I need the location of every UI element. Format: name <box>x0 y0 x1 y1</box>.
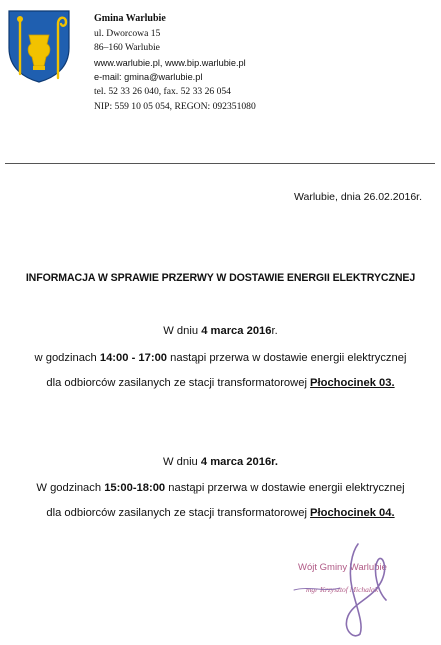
stamp-name: mgr Krzysztof Michalak <box>306 585 379 594</box>
notice2-date: 4 marca 2016r. <box>200 456 279 468</box>
notice1-day-prefix: W dniu <box>163 325 202 337</box>
handwritten-signature-icon <box>282 540 412 640</box>
notice1-recipients: dla odbiorców zasilanych ze stacji transformatorowej <box>46 377 311 389</box>
phone-fax: tel. 52 33 26 040, fax. 52 33 26 054 <box>94 85 231 97</box>
letterhead <box>94 12 256 114</box>
notice1-station-line <box>0 377 441 389</box>
place-date: Warlubie, dnia 26.02.2016r. <box>293 191 422 203</box>
street-address: ul. Dworcowa 15 <box>94 27 161 39</box>
notice1-date-line <box>0 325 441 337</box>
websites: www.warlubie.pl, www.bip.warlubie.pl <box>94 57 246 68</box>
stamp-title: Wójt Gminy Warlubie <box>298 562 387 573</box>
header-divider <box>5 163 435 164</box>
notice1-date: 4 marca 2016 <box>201 325 272 337</box>
municipality-name: Gmina Warlubie <box>94 13 166 24</box>
notice1-hours-prefix: w godzinach <box>34 352 100 364</box>
notice2-recipients: dla odbiorców zasilanych ze stacji transformatorowej <box>46 507 311 519</box>
notice2-date-line <box>0 456 441 468</box>
notice2-station-line <box>0 507 441 519</box>
notice2-hours-prefix: W godzinach <box>36 482 105 494</box>
notice2-hours-line <box>0 482 441 494</box>
notice1-hours: 14:00 - 17:00 <box>99 352 168 364</box>
postal-city: 86–160 Warlubie <box>94 42 160 54</box>
notice2-station: Płochocinek 04. <box>310 507 395 519</box>
nip-regon: NIP: 559 10 05 054, REGON: 092351080 <box>94 100 256 112</box>
notice1-hours-suffix: nastąpi przerwa w dostawie energii elektrycznej <box>167 352 407 364</box>
notice2-hours: 15:00-18:00 <box>104 482 166 494</box>
notice1-station: Płochocinek 03. <box>310 377 395 389</box>
notice1-hours-line <box>0 352 441 364</box>
document-title: INFORMACJA W SPRAWIE PRZERWY W DOSTAWIE ENERGII ELEKTRYCZNEJ <box>25 272 416 284</box>
notice2-hours-suffix: nastąpi przerwa w dostawie energii elektrycznej <box>165 482 405 494</box>
email: e-mail: gmina@warlubie.pl <box>94 72 203 83</box>
coat-of-arms-icon <box>6 8 72 84</box>
notice1-date-suffix: r. <box>271 325 278 337</box>
notice2-day-prefix: W dniu <box>162 456 201 468</box>
